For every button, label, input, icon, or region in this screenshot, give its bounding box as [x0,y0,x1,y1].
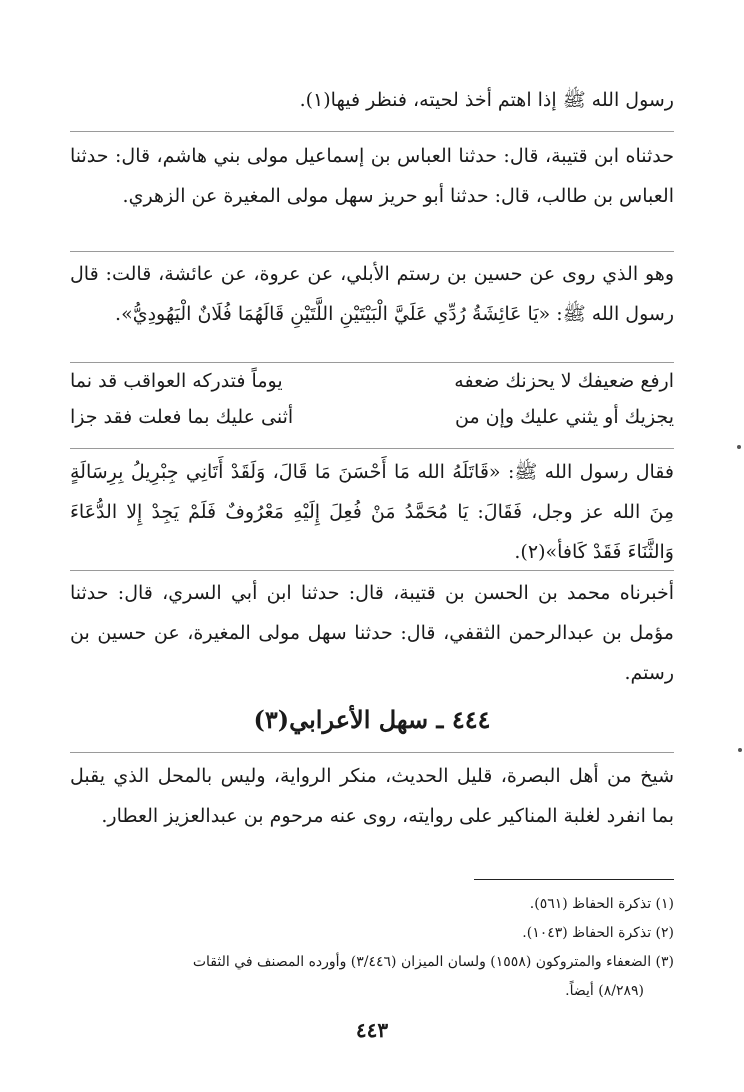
poem-hemistich-second: يوماً فتدركه العواقب قد نما [70,370,283,392]
footnote-rule [474,879,674,880]
paragraph-3: وهو الذي روى عن حسين بن رستم الأبلي، عن عروة، عن عائشة، قالت: قال رسول الله ﷺ: «يَا عَائِشَةُ رُدِّي عَلَيَّ الْبَيْتَيْنِ اللَّتَيْنِ قَالَهُمَا فُلَانٌ الْيَهُودِيُّ». [70,263,674,325]
footnotes [70,890,674,1006]
entry-heading: ٤٤٤ ـ سهل الأعرابي(٣) [253,705,491,734]
poem-hemistich-first: ارفع ضعيفك لا يحزنك ضعفه [454,370,674,392]
poem-verse-2 [70,406,674,440]
scan-mark [738,748,742,752]
divider [70,752,674,753]
paragraph-5: أخبرناه محمد بن الحسن بن قتيبة، قال: حدثنا ابن أبي السري، قال: حدثنا مؤمل بن عبدالرحمن الثقفي، قال: حدثنا سهل مولى المغيرة، عن حسين بن رستم. [70,582,674,684]
footnote-3: (٣) الضعفاء والمتروكون (١٥٥٨) ولسان الميزان (٣/٤٤٦) وأورده المصنف في الثقات [192,954,674,970]
divider [70,131,674,132]
footnote-3-continuation: (٨/٢٨٩) أيضاً. [565,983,644,999]
page-number: ٤٤٣ [355,1018,389,1042]
poem-hemistich-second: أثنى عليك بما فعلت فقد جزا [70,406,294,428]
poem-hemistich-first: يجزيك أو يثني عليك وإن من [454,406,674,428]
paragraph-2: حدثناه ابن قتيبة، قال: حدثنا العباس بن إسماعيل مولى بني هاشم، قال: حدثنا العباس بن طالب، قال: حدثنا أبو حريز سهل مولى المغيرة عن الزهري. [70,145,674,207]
paragraph-4: فقال رسول الله ﷺ: «قَاتَلَهُ الله مَا أَحْسَنَ مَا قَالَ، وَلَقَدْ أَتَانِي جِبْرِيلُ بِرِسَالَةٍ مِنَ الله عز وجل، فَقَالَ: يَا مُحَمَّدُ مَنْ فُعِلَ إِلَيْهِ مَعْرُوفٌ فَلَمْ يَجِدْ إِلا الدُّعَاءَ وَالثَّنَاءَ فَقَدْ كَافأ»(٢). [70,461,674,563]
footnote-2: (٢) تذكرة الحفاظ (١٠٤٣). [522,925,674,941]
divider [70,362,674,363]
paragraph-6: شيخ من أهل البصرة، قليل الحديث، منكر الرواية، وليس بالمحل الذي يقبل بما انفرد لغلبة المناكير على روايته، روى عنه مرحوم بن عبدالعزيز العطار. [70,765,674,827]
paragraph-1: رسول الله ﷺ إذا اهتم أخذ لحيته، فنظر فيها(١). [299,89,674,111]
footnote-1: (١) تذكرة الحفاظ (٥٦١). [529,896,674,912]
divider [70,448,674,449]
divider [70,570,674,571]
divider [70,251,674,252]
scan-mark [737,445,741,449]
poem-verse-1 [70,370,674,404]
